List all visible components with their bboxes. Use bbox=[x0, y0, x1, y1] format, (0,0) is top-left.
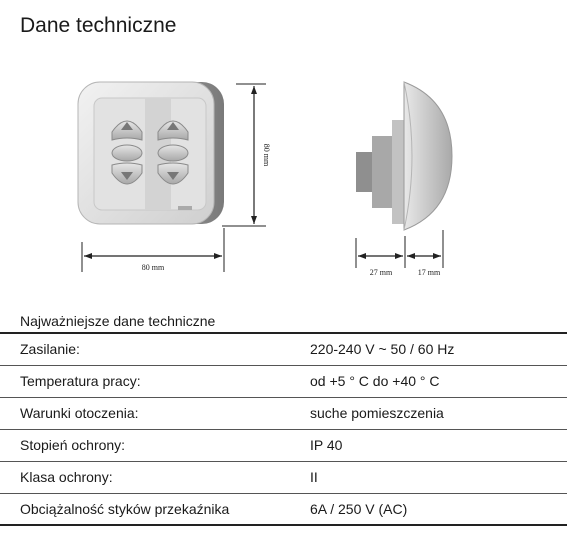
button-stop-left-icon bbox=[112, 145, 142, 161]
front-view-switch bbox=[78, 82, 224, 224]
page-title: Dane techniczne bbox=[20, 14, 177, 37]
table-row bbox=[0, 493, 567, 525]
table-row bbox=[0, 461, 567, 493]
side-depth-label: 27 mm bbox=[369, 268, 393, 277]
specs-table bbox=[0, 332, 567, 526]
spec-value: od +5 ° C do +40 ° C bbox=[310, 373, 440, 389]
spec-value: 220-240 V ~ 50 / 60 Hz bbox=[310, 341, 455, 358]
spec-label: Temperatura pracy: bbox=[20, 373, 141, 389]
table-row bbox=[0, 333, 567, 365]
spec-value: 6A / 250 V (AC) bbox=[310, 500, 408, 517]
side-view-switch bbox=[356, 82, 452, 230]
spec-label: Zasilanie: bbox=[20, 341, 80, 358]
side-cover-label: 17 mm bbox=[417, 268, 441, 277]
button-stop-right-icon bbox=[158, 145, 188, 161]
side-depth-dimension bbox=[356, 230, 443, 268]
spec-value: suche pomieszczenia bbox=[310, 405, 444, 421]
front-width-label: 80 mm bbox=[141, 263, 165, 272]
table-row bbox=[0, 429, 567, 461]
spec-label: Stopień ochrony: bbox=[20, 437, 126, 453]
spec-label: Klasa ochrony: bbox=[20, 469, 113, 485]
technical-drawing bbox=[0, 60, 567, 300]
specs-caption: Najważniejsze dane techniczne bbox=[20, 313, 216, 329]
front-height-label: 80 mm bbox=[262, 143, 271, 167]
table-row bbox=[0, 397, 567, 429]
spec-value: II bbox=[310, 469, 318, 485]
spec-label: Obciążalność styków przekaźnika bbox=[20, 500, 230, 517]
table-row bbox=[0, 365, 567, 397]
front-height-dimension bbox=[222, 84, 266, 226]
spec-value: IP 40 bbox=[310, 437, 343, 453]
spec-label: Warunki otoczenia: bbox=[20, 405, 139, 421]
